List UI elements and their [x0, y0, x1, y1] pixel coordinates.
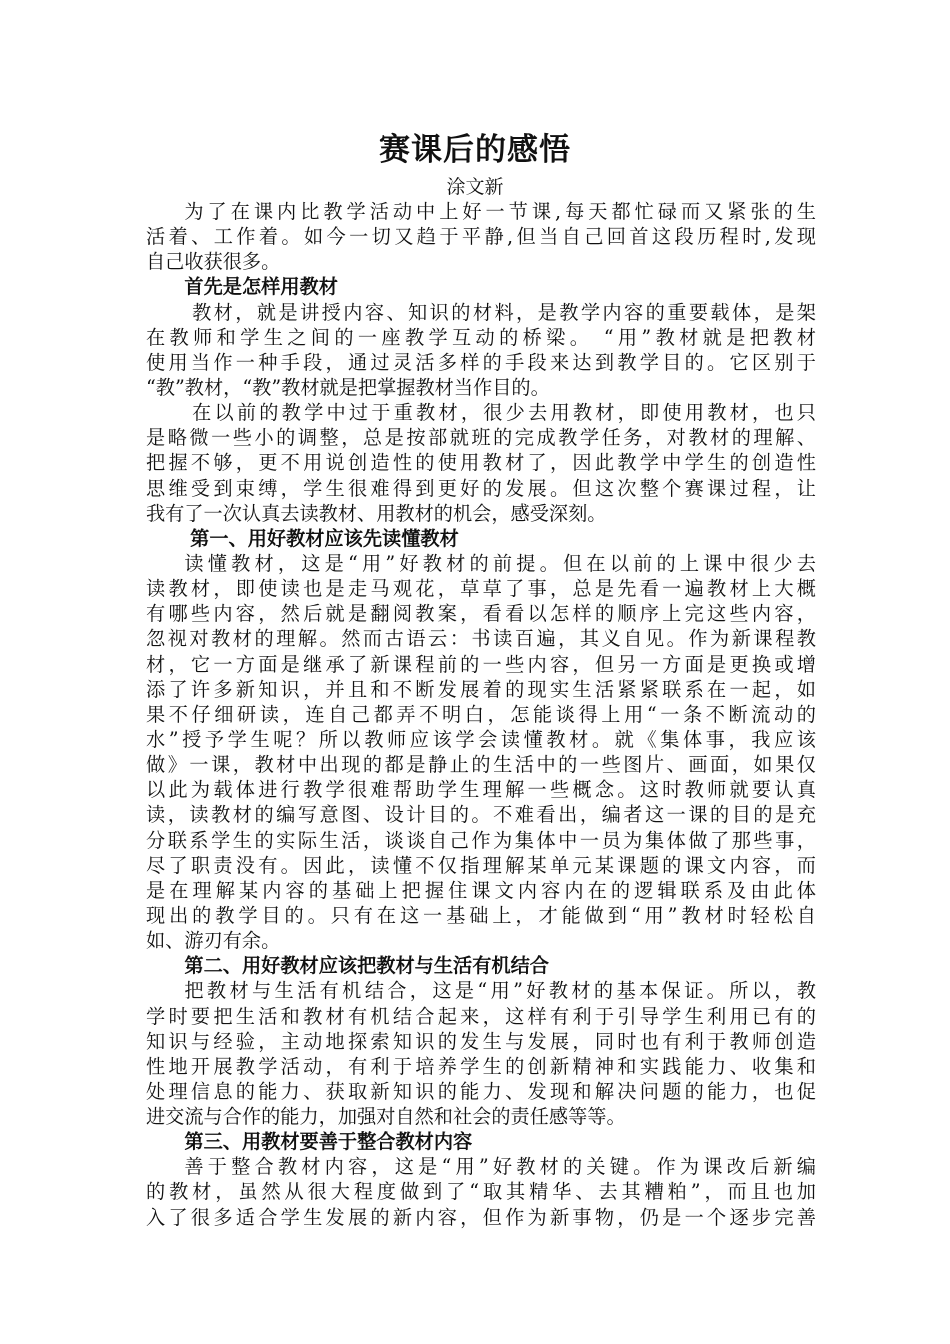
paragraph-line: 是略微一些小的调整，总是按部就班的完成教学任务，对教材的理解、	[146, 426, 816, 450]
paragraph-line: 添了许多新知识，并且和不断发展着的现实生活紧紧联系在一起，如	[146, 677, 816, 701]
author-name: 涂文新	[446, 176, 504, 198]
section-heading: 第二、用好教材应该把教材与生活有机结合	[184, 954, 549, 978]
paragraph-line: 读教材，即使读也是走马观花，草草了事，总是先看一遍教材上大概	[146, 577, 816, 601]
paragraph-line: 忽视对教材的理解。然而古语云：书读百遍，其义自见。作为新课程教	[146, 627, 816, 651]
paragraph-line: 自己收获很多。	[146, 250, 281, 274]
paragraph-line: 入了很多适合学生发展的新内容，但作为新事物，仍是一个逐步完善	[146, 1205, 816, 1229]
paragraph-line: 有哪些内容，然后就是翻阅教案，看看以怎样的顺序上完这些内容，	[146, 602, 816, 626]
paragraph-line: “教”教材，“教”教材就是把掌握教材当作目的。	[146, 375, 550, 399]
paragraph-line: 是在理解某内容的基础上把握住课文内容内在的逻辑联系及由此体	[146, 878, 816, 902]
paragraph-line: 我有了一次认真去读教材、用教材的机会，感受深刻。	[146, 501, 607, 525]
paragraph-line: 读，读教材的编写意图、设计目的。不难看出，编者这一课的目的是充	[146, 803, 816, 827]
paragraph-line: 知识与经验，主动地探索知识的发生与发展，同时也有利于教师创造	[146, 1029, 816, 1053]
section-heading: 第一、用好教材应该先读懂教材	[190, 526, 459, 550]
paragraph-line: 在以前的教学中过于重教材，很少去用教材，即使用教材，也只	[192, 401, 816, 425]
section-heading: 第三、用教材要善于整合教材内容	[184, 1130, 473, 1154]
paragraph-line: 学时要把生活和教材有机结合起来，这样有利于引导学生利用已有的	[146, 1004, 816, 1028]
paragraph-line: 的教材，虽然从很大程度做到了“取其精华、去其糟粕”，而且也加	[146, 1180, 816, 1204]
paragraph-line: 在教师和学生之间的一座教学互动的桥梁。 “用”教材就是把教材	[146, 325, 816, 349]
paragraph-line: 进交流与合作的能力，加强对自然和社会的责任感等等。	[146, 1105, 626, 1129]
paragraph-line: 读懂教材，这是“用”好教材的前提。但在以前的上课中很少去	[184, 551, 816, 575]
paragraph-line: 使用当作一种手段，通过灵活多样的手段来达到教学目的。它区别于	[146, 350, 816, 374]
paragraph-line: 分联系学生的实际生活，谈谈自己作为集体中一员为集体做了那些事，	[146, 828, 816, 852]
paragraph-line: 如、游刃有余。	[146, 929, 281, 953]
paragraph-line: 教材，就是讲授内容、知识的材料，是教学内容的重要载体，是架	[192, 300, 816, 324]
paragraph-line: 水”授予学生呢？所以教师应该学会读懂教材。就《集体事，我应该	[146, 727, 816, 751]
paragraph-line: 做》一课，教材中出现的都是静止的生活中的一些图片、画面，如果仅	[146, 753, 816, 777]
paragraph-line: 性地开展教学活动，有利于培养学生的创新精神和实践能力、收集和	[146, 1054, 816, 1078]
paragraph-line: 现出的教学目的。只有在这一基础上，才能做到“用”教材时轻松自	[146, 903, 816, 927]
paragraph-line: 思维受到束缚，学生很难得到更好的发展。但这次整个赛课过程，让	[146, 476, 816, 500]
section-heading: 首先是怎样用教材	[184, 275, 338, 299]
paragraph-line: 活着、工作着。如今一切又趋于平静,但当自己回首这段历程时,发现	[146, 225, 816, 249]
paragraph-line: 善于整合教材内容，这是“用”好教材的关键。作为课改后新编	[184, 1155, 816, 1179]
paragraph-line: 以此为载体进行教学很难帮助学生理解一些概念。这时教师就要认真	[146, 778, 816, 802]
paragraph-line: 把握不够，更不用说创造性的使用教材了，因此教学中学生的创造性	[146, 451, 816, 475]
paragraph-line: 为了在课内比教学活动中上好一节课,每天都忙碌而又紧张的生	[184, 200, 816, 223]
document-body	[146, 199, 816, 1230]
document-title: 赛课后的感悟	[379, 132, 571, 168]
paragraph-line: 材，它一方面是继承了新课程前的一些内容，但另一方面是更换或增	[146, 652, 816, 676]
paragraph-line: 尽了职责没有。因此，读懂不仅指理解某单元某课题的课文内容，而	[146, 853, 816, 877]
paragraph-line: 果不仔细研读，连自己都弄不明白，怎能谈得上用“一条不断流动的	[146, 702, 816, 726]
paragraph-line: 处理信息的能力、获取新知识的能力、发现和解决问题的能力，也促	[146, 1079, 816, 1103]
paragraph-line: 把教材与生活有机结合，这是“用”好教材的基本保证。所以，教	[184, 979, 816, 1003]
